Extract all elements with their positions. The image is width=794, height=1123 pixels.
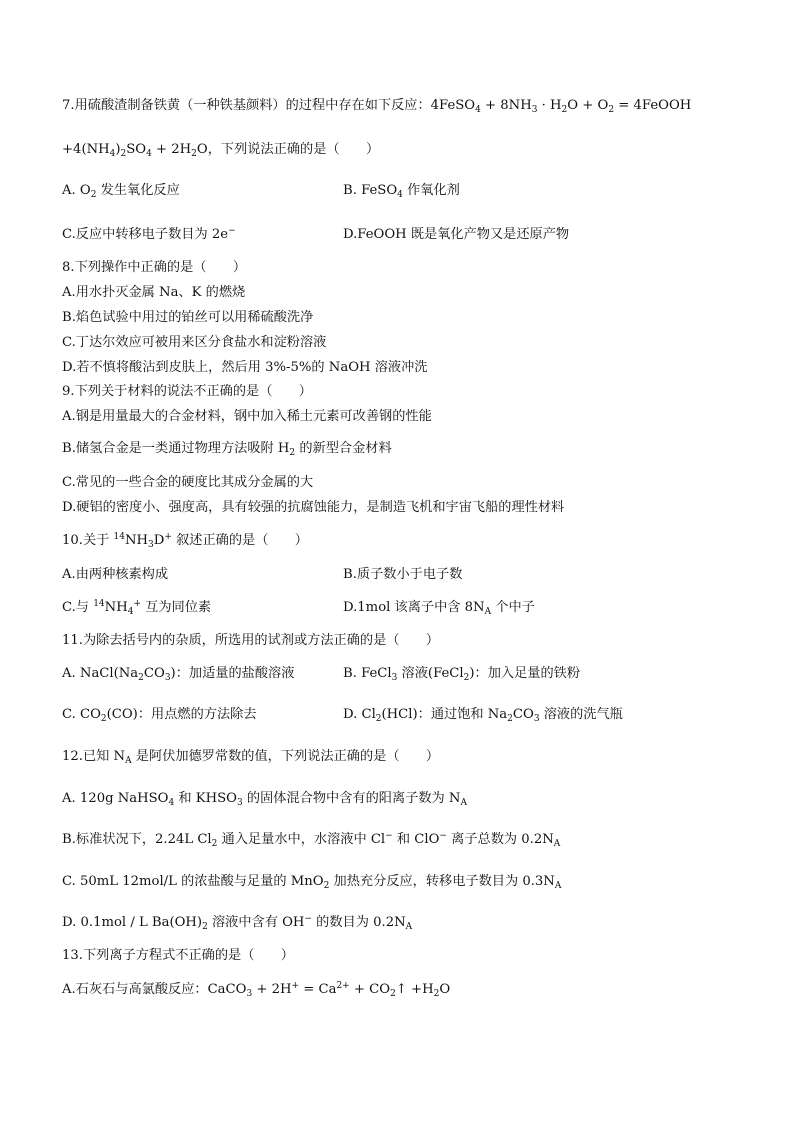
q10-stem: 10.关于 $^{14}NH_3D^+$ 叙述正确的是（ ） xyxy=(62,532,308,550)
q10-option-d: D.1mol 该离子中含 $8N_A$ 个中子 xyxy=(343,600,535,617)
q12-option-b: B.标准状况下，2.24L $Cl_2$ 通入足量水中，水溶液中 Cl− 和 ClO− 离子总数为 $0.2N_A$ xyxy=(62,831,561,849)
q9-option-b: B.储氢合金是一类通过物理方法吸附 $H_2$ 的新型合金材料 xyxy=(62,441,392,458)
q10-option-b: B.质子数小于电子数 xyxy=(343,567,463,582)
q11-option-a: A. $NaCl(Na_2CO_3)$：加适量的盐酸溶液 xyxy=(62,666,295,683)
q7-option-d: D.FeOOH 既是氧化产物又是还原产物 xyxy=(343,227,570,242)
q9-option-d: D.硬铝的密度小、强度高，具有较强的抗腐蚀能力，是制造飞机和宇宙飞船的理性材料 xyxy=(62,500,565,515)
q8-option-a: A.用水扑灭金属 Na、K 的燃烧 xyxy=(62,285,246,300)
q11-option-c: C. $CO_2(CO)$：用点燃的方法除去 xyxy=(62,707,257,724)
q12-stem: 12.已知 $N_A$ 是阿伏加德罗常数的值，下列说法正确的是（ ） xyxy=(62,749,440,766)
q10-option-c: C.与 $^{14}NH_4^+$ 互为同位素 xyxy=(62,599,212,617)
q13-stem: 13.下列离子方程式不正确的是（ ） xyxy=(62,948,294,963)
q9-option-c: C.常见的一些合金的硬度比其成分金属的大 xyxy=(62,475,314,490)
q12-option-d: D. 0.1mol / L $Ba(OH)_2$ 溶液中含有 OH− 的数目为 $0.2N_A$ xyxy=(62,914,413,932)
q11-option-b: B. FeCl$_3$ 溶液(FeCl$_2$)：加入足量的铁粉 xyxy=(343,666,581,683)
q7-option-c: C.反应中转移电子数目为 2e− xyxy=(62,226,236,242)
q8-stem: 8.下列操作中正确的是（ ） xyxy=(62,260,247,275)
q12-option-a: A. 120g NaHSO$_4$ 和 $KHSO_3$ 的固体混合物中含有的阳离子数为 $N_A$ xyxy=(62,791,467,808)
q13-option-a: A.石灰石与高氯酸反应：CaCO$_3$ + $2H^+ = Ca^{2+}$ + $CO_2↑ +H_2O$ xyxy=(62,981,451,999)
q8-option-c: C.丁达尔效应可被用来区分食盐水和淀粉溶液 xyxy=(62,335,327,350)
q7-stem-line1: 7.用硫酸渣制备铁黄（一种铁基颜料）的过程中存在如下反应：4FeSO$_4$ + $8NH_3 \cdot H_2O + O_2$ = 4FeOOH xyxy=(62,98,692,115)
q8-option-b: B.焰色试验中用过的铂丝可以用稀硫酸洗净 xyxy=(62,310,314,325)
q7-option-b: B. FeSO$_4$ 作氧化剂 xyxy=(343,183,460,200)
q9-option-a: A.钢是用量最大的合金材料，钢中加入稀土元素可改善钢的性能 xyxy=(62,409,432,424)
q9-stem: 9.下列关于材料的说法不正确的是（ ） xyxy=(62,384,312,399)
q11-stem: 11.为除去括号内的杂质，所选用的试剂或方法正确的是（ ） xyxy=(62,633,440,648)
q10-option-a: A.由两种核素构成 xyxy=(62,567,169,582)
q12-option-c: C. 50mL 12mol/L 的浓盐酸与足量的 MnO$_2$ 加热充分反应，转移电子数目为 $0.3N_A$ xyxy=(62,874,562,891)
q7-stem-line2: $+4(NH_4)_2SO_4 + 2H_2O$，下列说法正确的是（ ） xyxy=(62,142,380,159)
q11-option-d: D. $Cl_2(HCl)$：通过饱和 $Na_2CO_3$ 溶液的洗气瓶 xyxy=(343,707,623,724)
q8-option-d: D.若不慎将酸沾到皮肤上，然后用 3%-5%的 NaOH 溶液冲洗 xyxy=(62,360,428,375)
q7-option-a: A. $O_2$ 发生氧化反应 xyxy=(62,183,180,200)
